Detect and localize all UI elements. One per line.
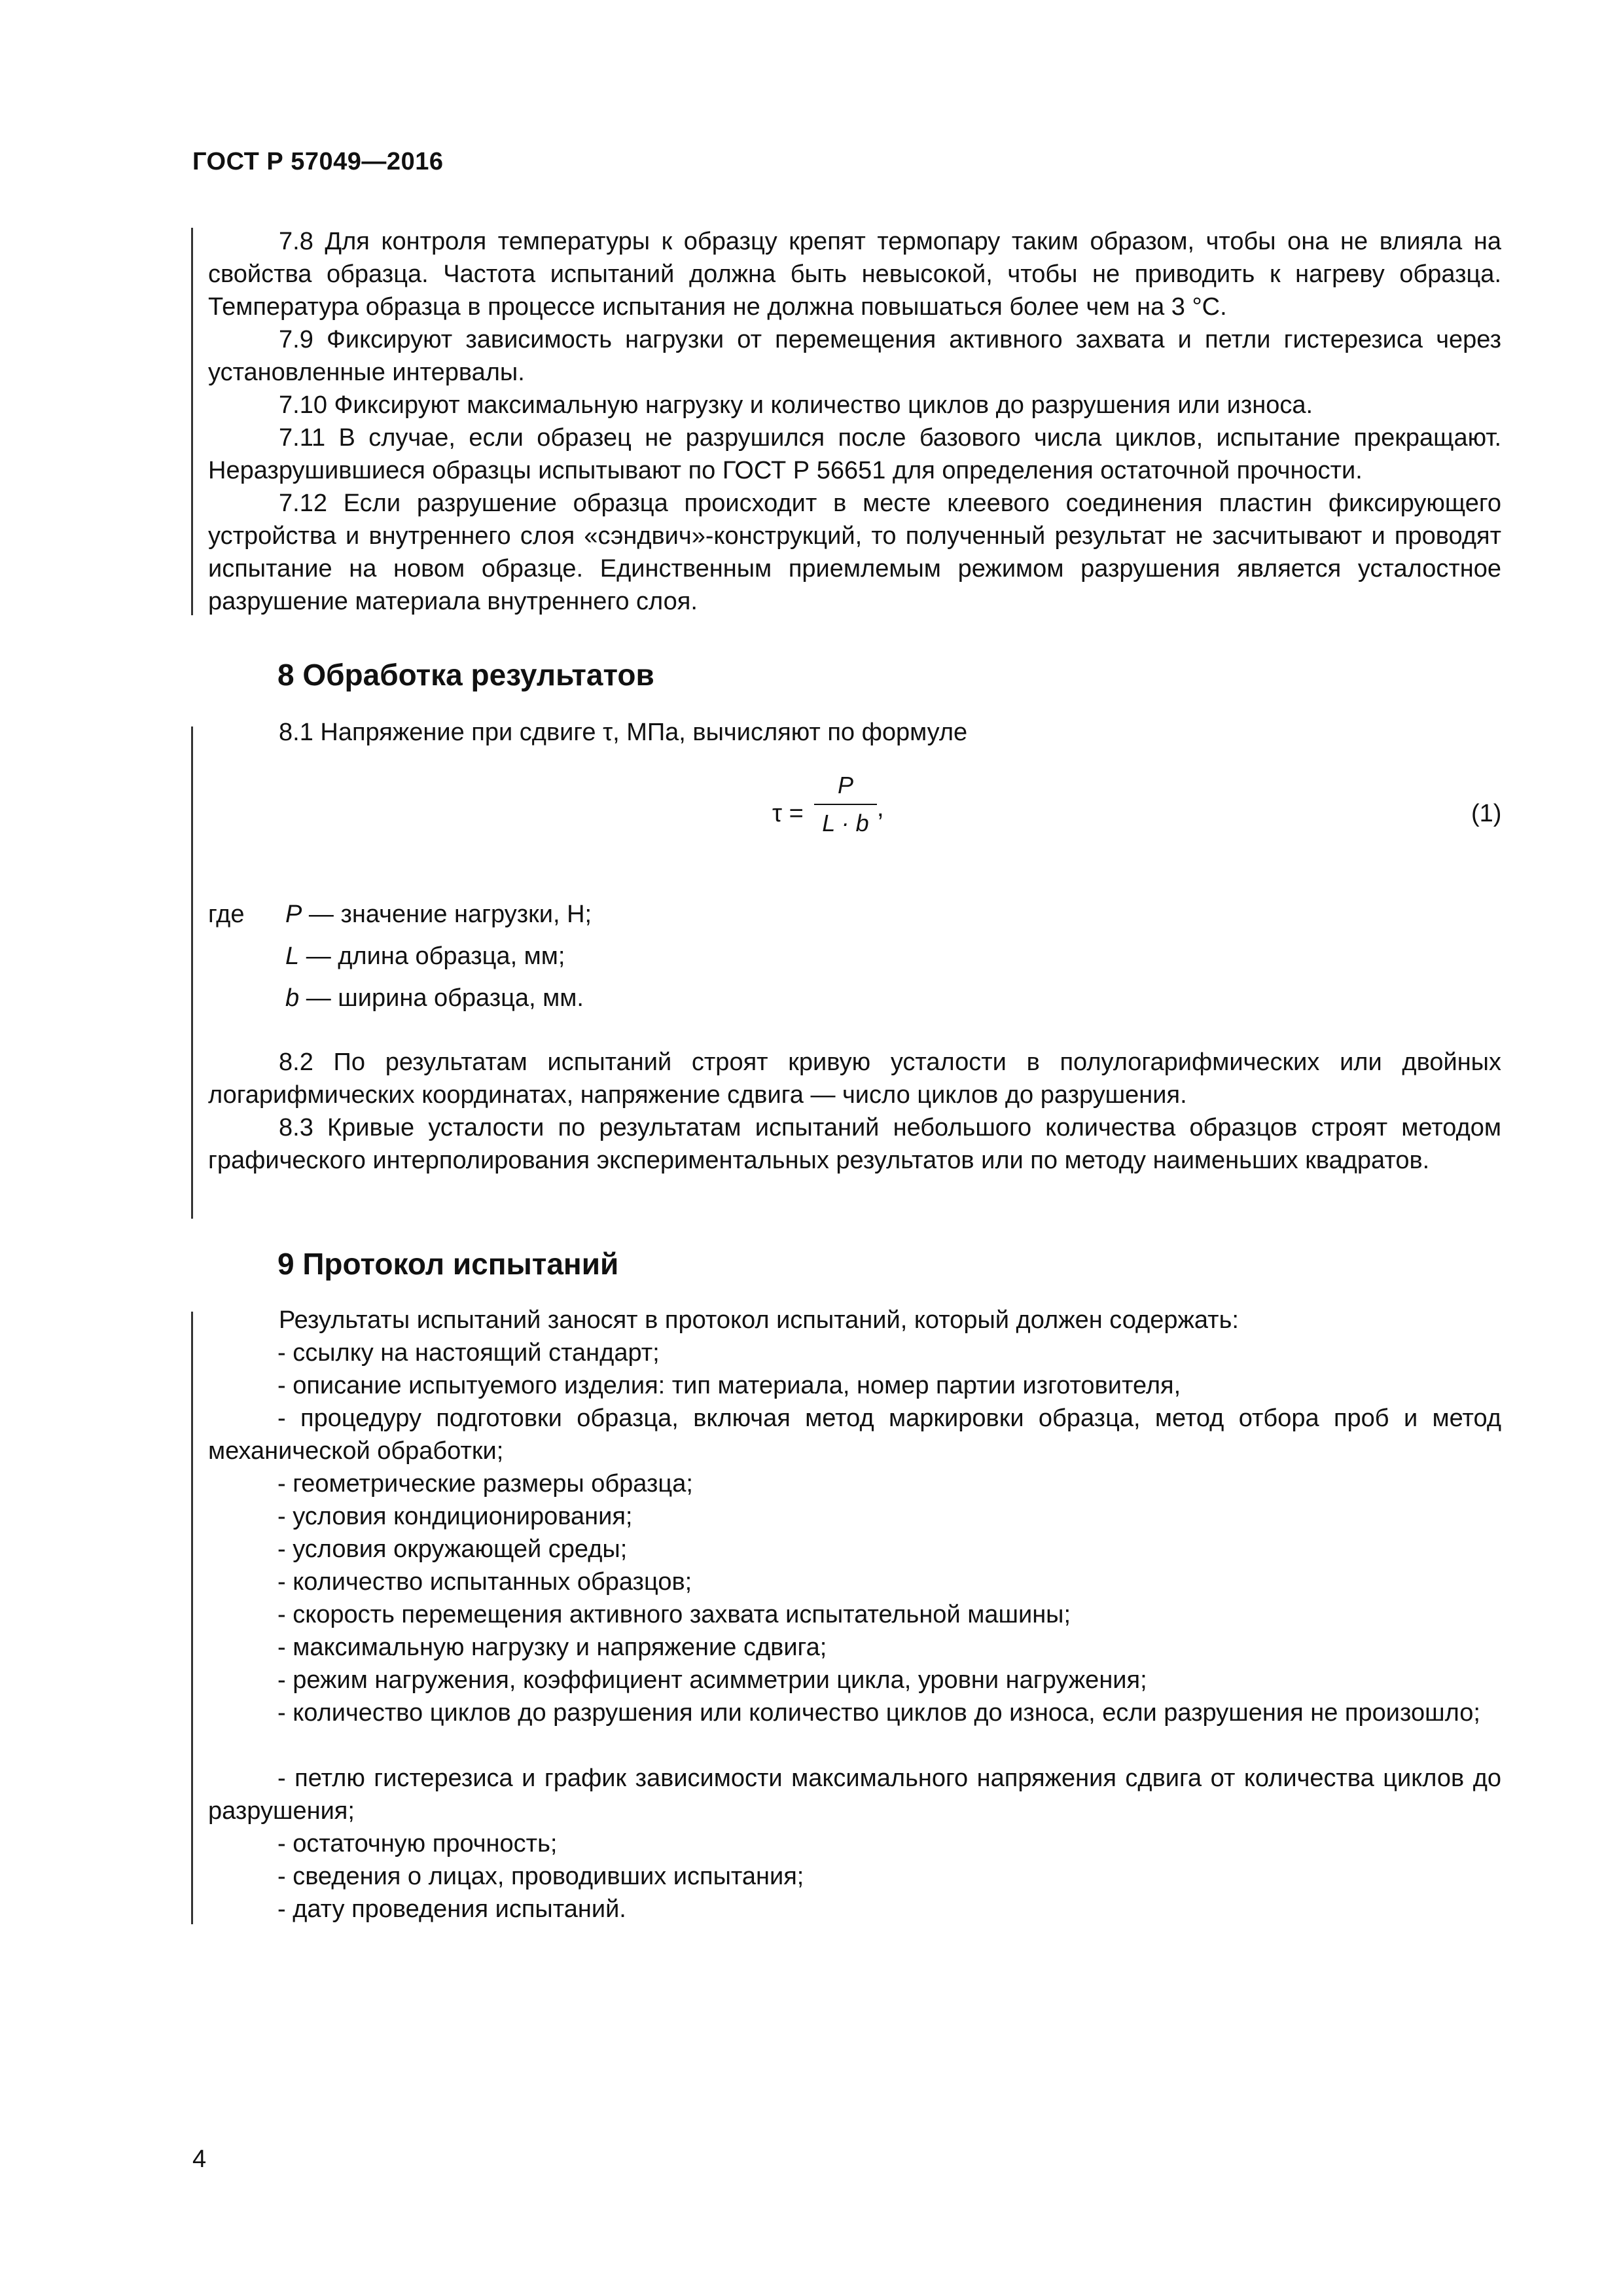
paragraph-7-9: 7.9 Фиксируют зависимость нагрузки от перемещения активного захвата и петли гистерезиса через установленные интервалы.	[208, 326, 1501, 386]
formula-lhs: τ =	[772, 800, 804, 827]
list-item: - сведения о лицах, проводивших испытания;	[277, 1863, 804, 1890]
paragraph-8-2: 8.2 По результатам испытаний строят кривую усталости в полулогарифмических или двойных логарифмических координатах, напряжение сдвига — число циклов до разрушения.	[208, 1049, 1501, 1109]
protocol-intro: Результаты испытаний заносят в протокол испытаний, который должен содержать:	[279, 1306, 1239, 1334]
formula-numerator: P	[837, 772, 853, 798]
where-description: — значение нагрузки, Н;	[308, 901, 592, 928]
list-item: - условия окружающей среды;	[277, 1535, 628, 1563]
where-item	[285, 940, 565, 973]
document-header: ГОСТ Р 57049—2016	[192, 148, 444, 175]
paragraph-7-10: 7.10 Фиксируют максимальную нагрузку и количество циклов до разрушения или износа.	[279, 391, 1313, 419]
where-label: где	[208, 901, 245, 928]
list-item: - условия кондиционирования;	[277, 1503, 633, 1530]
where-description: — ширина образца, мм.	[306, 984, 584, 1012]
where-variable: P	[285, 901, 302, 928]
list-item: - количество циклов до разрушения или количество циклов до износа, если разрушения не произошло;	[277, 1699, 1480, 1727]
formula-denominator: L · b	[822, 810, 869, 836]
list-item: - количество испытанных образцов;	[277, 1568, 692, 1596]
change-bar	[191, 228, 193, 615]
list-item: - описание испытуемого изделия: тип материала, номер партии изготовителя,	[277, 1372, 1181, 1399]
paragraph-8-1: 8.1 Напряжение при сдвиге τ, МПа, вычисляют по формуле	[279, 719, 968, 746]
paragraph-7-11: 7.11 В случае, если образец не разрушился после базового числа циклов, испытание прекращают. Неразрушившиеся образцы испытывают по ГОСТ Р 56651 для определения остаточной прочности.	[208, 424, 1501, 484]
change-bar	[191, 1312, 193, 1924]
formula-fraction	[814, 770, 877, 839]
where-description: — длина образца, мм;	[306, 942, 565, 970]
where-variable: b	[285, 984, 300, 1012]
section-heading-8: 8 Обработка результатов	[277, 658, 654, 692]
change-bar	[191, 726, 193, 1219]
list-item: - максимальную нагрузку и напряжение сдвига;	[277, 1634, 827, 1661]
section-heading-9: 9 Протокол испытаний	[277, 1247, 619, 1281]
where-item	[285, 982, 584, 1014]
paragraph-7-8: 7.8 Для контроля температуры к образцу крепят термопару таким образом, чтобы она не влияла на свойства образца. Частота испытаний должна быть невысокой, чтобы не приводить к нагреву образца. Температура образца в процессе испытания не должна повышаться более чем на 3 °С.	[208, 228, 1501, 321]
list-item: - режим нагружения, коэффициент асимметрии цикла, уровни нагружения;	[277, 1666, 1147, 1694]
page-number: 4	[192, 2145, 207, 2173]
where-item	[285, 898, 592, 931]
list-item: - дату проведения испытаний.	[277, 1895, 626, 1923]
where-variable: L	[285, 942, 300, 970]
formula-number: (1)	[1471, 800, 1502, 827]
formula-comma: ,	[877, 795, 884, 822]
list-item: - петлю гистерезиса и график зависимости максимального напряжения сдвига от количества циклов до разрушения;	[208, 1765, 1501, 1825]
fraction-line	[814, 804, 877, 805]
list-item: - скорость перемещения активного захвата испытательной машины;	[277, 1601, 1071, 1628]
list-item: - ссылку на настоящий стандарт;	[277, 1339, 660, 1367]
paragraph-8-3: 8.3 Кривые усталости по результатам испытаний небольшого количества образцов строят методом графического интерполирования экспериментальных результатов или по методу наименьших квадратов.	[208, 1114, 1501, 1174]
paragraph-7-12: 7.12 Если разрушение образца происходит в месте клеевого соединения пластин фиксирующего устройства и внутреннего слоя «сэндвич»-конструкций, то полученный результат не засчитывают и проводят испытание на новом образце. Единственным приемлемым режимом разрушения является усталостное разрушение материала внутреннего слоя.	[208, 490, 1501, 615]
list-item: - процедуру подготовки образца, включая метод маркировки образца, метод отбора проб и метод механической обработки;	[208, 1405, 1501, 1465]
list-item: - геометрические размеры образца;	[277, 1470, 693, 1498]
list-item: - остаточную прочность;	[277, 1830, 558, 1857]
